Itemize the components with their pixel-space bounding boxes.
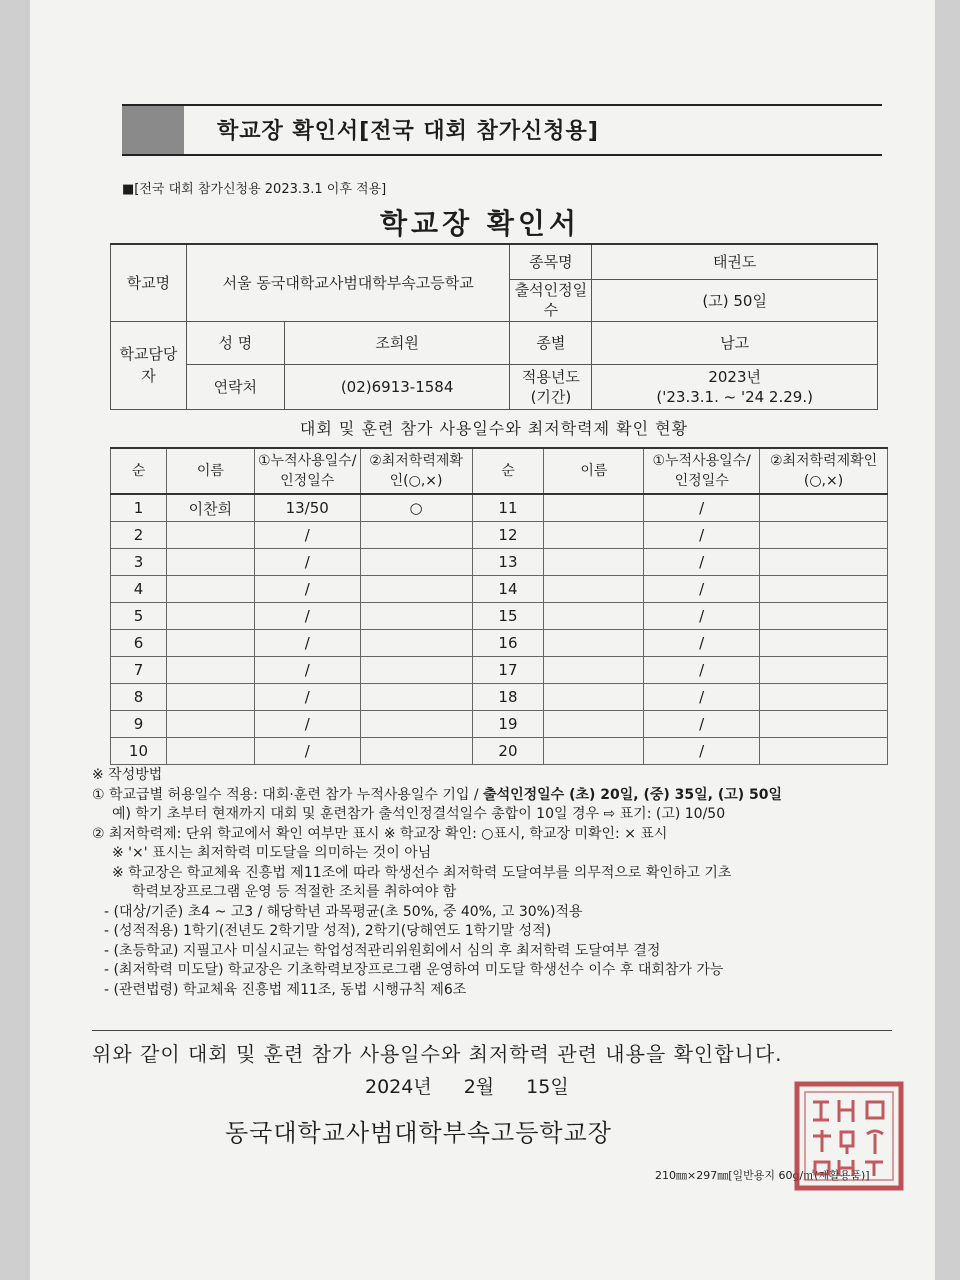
row-name: [544, 657, 644, 684]
row-days: /: [644, 494, 760, 522]
table-row: [111, 738, 888, 765]
row-days: /: [644, 738, 760, 765]
row-no: 9: [111, 711, 167, 738]
row-check: ○: [360, 494, 472, 522]
table-row: [111, 494, 888, 522]
row-check: [360, 684, 472, 711]
list-body: [111, 494, 888, 765]
col-check-header: ②최저학력제확인(○,×): [760, 448, 888, 494]
row-no: 19: [472, 711, 544, 738]
row-check: [760, 522, 888, 549]
year-value: 2023년: [708, 367, 762, 386]
col-days-header: ①누적사용일수/인정일수: [644, 448, 760, 494]
col-name-header: 이름: [166, 448, 254, 494]
row-days: /: [644, 522, 760, 549]
row-check: [760, 603, 888, 630]
row-check: [360, 522, 472, 549]
note-1-bold: 출석인정일수 (초) 20일, (중) 35일, (고) 50일: [483, 786, 783, 803]
contact-value: (02)6913-1584: [284, 364, 510, 409]
note-1-text: ① 학교급별 허용일수 적용: 대회·훈련 참가 누적사용일수 기입 /: [92, 786, 484, 803]
row-days: /: [254, 576, 360, 603]
row-days: /: [644, 711, 760, 738]
row-days: /: [644, 630, 760, 657]
contact-label: 연락처: [186, 364, 284, 409]
bullet-4: - (최저학력 미도달) 학교장은 기초학력보장프로그램 운영하여 미도달 학생선수 이수 후 대회참가 가능: [104, 962, 724, 978]
section-title: 대회 및 훈련 참가 사용일수와 최저학력제 확인 현황: [299, 419, 689, 438]
row-name: [166, 657, 254, 684]
row-name: [544, 522, 644, 549]
row-check: [360, 549, 472, 576]
bullet-5: - (관련법령) 학교체육 진흥법 제11조, 동법 시행규칙 제6조: [104, 981, 467, 998]
row-days: /: [254, 549, 360, 576]
date-month: 2월: [463, 1076, 495, 1098]
row-no: 2: [111, 522, 167, 549]
category-value: 남고: [592, 321, 878, 364]
form-subnote: ■[전국 대회 참가신청용 2023.3.1 이후 적용]: [122, 182, 387, 197]
note-1: [92, 786, 902, 806]
table-row: [111, 684, 888, 711]
row-check: [760, 657, 888, 684]
row-name: [544, 576, 644, 603]
row-no: 3: [111, 549, 167, 576]
row-no: 14: [472, 576, 544, 603]
year-cell: [592, 364, 878, 409]
row-days: /: [254, 684, 360, 711]
row-name: [544, 603, 644, 630]
table-row: [111, 711, 888, 738]
row-check: [360, 630, 472, 657]
row-no: 1: [111, 494, 167, 522]
note-3: ※ '×' 표시는 최저학력 미도달을 의미하는 것이 아님: [112, 845, 432, 861]
row-check: [760, 684, 888, 711]
row-name: [544, 630, 644, 657]
row-name: [544, 684, 644, 711]
sport-value: 태권도: [592, 244, 878, 279]
sport-label: 종목명: [510, 244, 592, 279]
row-no: 7: [111, 657, 167, 684]
row-days: /: [644, 603, 760, 630]
row-no: 16: [472, 630, 544, 657]
instructions-notes: [92, 766, 902, 1000]
row-name: [544, 711, 644, 738]
table-row: [111, 603, 888, 630]
col-check-header: ②최저학력제확인(○,×): [360, 448, 472, 494]
document-title: 학교장 확인서: [379, 207, 581, 240]
official-seal-icon: [793, 1080, 905, 1192]
attendance-label: 출석인정일수: [510, 279, 592, 321]
row-no: 10: [111, 738, 167, 765]
row-no: 11: [472, 494, 544, 522]
table-row: [111, 576, 888, 603]
row-days: /: [644, 657, 760, 684]
row-days: /: [254, 603, 360, 630]
row-days: /: [644, 684, 760, 711]
name-label: 성 명: [186, 321, 284, 364]
row-no: 20: [472, 738, 544, 765]
category-label: 종별: [510, 321, 592, 364]
school-info-table: [110, 243, 878, 410]
bullet-3: - (초등학교) 지필고사 미실시교는 학업성적관리위원회에서 심의 후 최저학력 도달여부 결정: [104, 942, 661, 959]
form-header-bar: [122, 104, 882, 156]
row-name: [166, 549, 254, 576]
note-4-cont: 학력보장프로그램 운영 등 적절한 조치를 취하여야 함: [132, 884, 457, 900]
issue-date: [365, 1072, 601, 1099]
table-row: [111, 657, 888, 684]
row-name: [166, 738, 254, 765]
row-days: /: [644, 549, 760, 576]
row-no: 5: [111, 603, 167, 630]
col-name-header: 이름: [544, 448, 644, 494]
year-label: 적용년도(기간): [510, 364, 592, 409]
col-no-header: 순: [472, 448, 544, 494]
row-name: [166, 522, 254, 549]
list-header-row: [111, 448, 888, 494]
col-no-header: 순: [111, 448, 167, 494]
header-gray-block: [122, 106, 184, 154]
table-row: [111, 549, 888, 576]
athlete-list-table: [110, 447, 888, 765]
row-name: [166, 684, 254, 711]
row-days: /: [254, 657, 360, 684]
school-name-value: 서울 동국대학교사범대학부속고등학교: [186, 244, 510, 321]
row-check: [760, 549, 888, 576]
row-name: [544, 549, 644, 576]
row-name: 이찬희: [166, 494, 254, 522]
row-no: 4: [111, 576, 167, 603]
row-name: [166, 711, 254, 738]
row-days: /: [254, 711, 360, 738]
row-check: [760, 576, 888, 603]
note-4: ※ 학교장은 학교체육 진흥법 제11조에 따라 학생선수 최저학력 도달여부를 의무적으로 확인하고 기초: [112, 864, 732, 881]
divider-line: [92, 1030, 892, 1031]
row-no: 17: [472, 657, 544, 684]
row-check: [760, 494, 888, 522]
row-name: [166, 576, 254, 603]
row-name: [166, 630, 254, 657]
row-check: [360, 738, 472, 765]
row-check: [760, 738, 888, 765]
bullet-1: - (대상/기준) 초4 ~ 고3 / 해당학년 과목평균(초 50%, 중 40%, 고 30%)적용: [104, 903, 583, 920]
row-check: [760, 711, 888, 738]
row-name: [544, 738, 644, 765]
table-row: [111, 522, 888, 549]
row-days: /: [254, 522, 360, 549]
school-name-label: 학교명: [111, 244, 187, 321]
row-days: /: [254, 630, 360, 657]
manager-label: 학교담당자: [111, 321, 187, 409]
row-no: 8: [111, 684, 167, 711]
date-year: 2024년: [365, 1076, 432, 1098]
row-check: [360, 603, 472, 630]
date-day: 15일: [526, 1076, 569, 1098]
note-2: ② 최저학력제: 단위 학교에서 확인 여부만 표시 ※ 학교장 확인: ○표시, 학교장 미확인: × 표시: [92, 825, 668, 842]
table-row: [111, 630, 888, 657]
row-no: 15: [472, 603, 544, 630]
row-check: [760, 630, 888, 657]
row-days: /: [644, 576, 760, 603]
row-check: [360, 576, 472, 603]
period-value: ('23.3.1. ~ '24 2.29.): [656, 387, 813, 406]
col-days-header: ①누적사용일수/인정일수: [254, 448, 360, 494]
row-days: 13/50: [254, 494, 360, 522]
attendance-value: (고) 50일: [592, 279, 878, 321]
row-no: 6: [111, 630, 167, 657]
row-name: [544, 494, 644, 522]
form-header-title: 학교장 확인서[전국 대회 참가신청용]: [217, 119, 599, 144]
name-value: 조희원: [284, 321, 510, 364]
confirmation-text: 위와 같이 대회 및 훈련 참가 사용일수와 최저학력 관련 내용을 확인합니다.: [92, 1042, 783, 1066]
row-no: 13: [472, 549, 544, 576]
note-1-example: 예) 학기 초부터 현재까지 대회 및 훈련참가 출석인정결석일수 총합이 10일 경우 ⇨ 표기: (고) 10/50: [112, 806, 726, 822]
row-check: [360, 711, 472, 738]
principal-signer: 동국대학교사범대학부속고등학교장: [225, 1119, 612, 1147]
row-name: [166, 603, 254, 630]
paper-spec-note: 210㎜×297㎜[일반용지 60g/㎡(재활용품)]: [655, 1169, 870, 1182]
row-no: 18: [472, 684, 544, 711]
row-check: [360, 657, 472, 684]
row-no: 12: [472, 522, 544, 549]
row-days: /: [254, 738, 360, 765]
bullet-2: - (성적적용) 1학기(전년도 2학기말 성적), 2학기(당해연도 1학기말 성적): [104, 923, 552, 939]
notes-heading: ※ 작성방법: [92, 767, 163, 783]
